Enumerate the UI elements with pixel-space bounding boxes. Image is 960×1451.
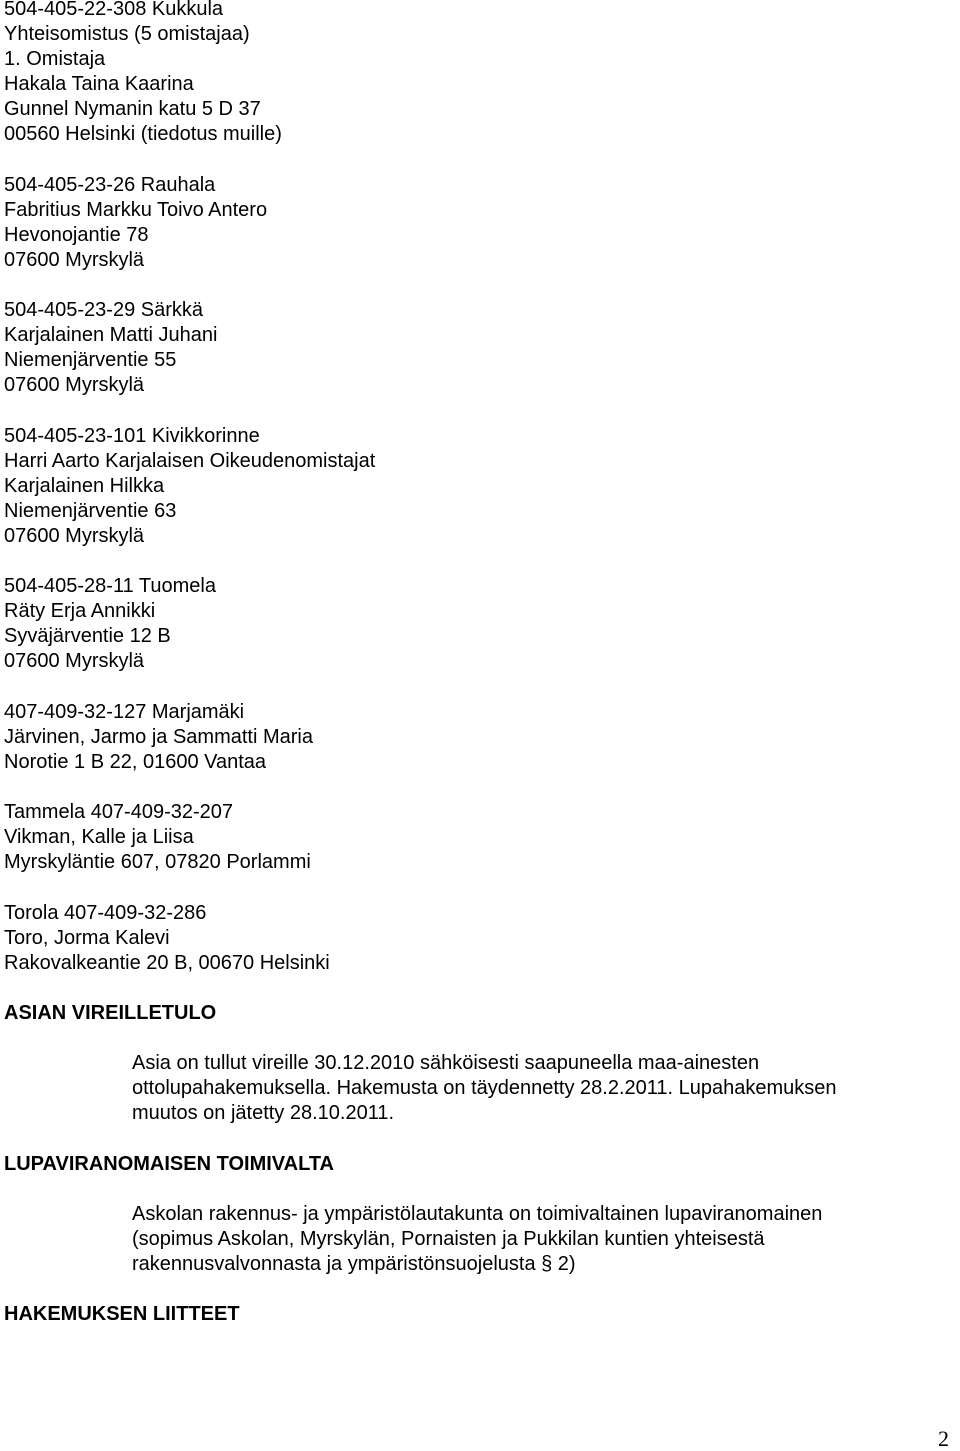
owner-line: Järvinen, Jarmo ja Sammatti Maria (4, 726, 313, 748)
owner-line: 504-405-23-26 Rauhala (4, 174, 216, 196)
owner-line: 07600 Myrskylä (4, 374, 145, 396)
owner-line: 07600 Myrskylä (4, 525, 145, 547)
owner-line: Torola 407-409-32-286 (4, 902, 207, 924)
page-number: 2 (938, 1426, 949, 1451)
owner-line: 504-405-23-101 Kivikkorinne (4, 425, 260, 447)
owner-line: 407-409-32-127 Marjamäki (4, 701, 245, 723)
section-heading-asian-vireilletulo: ASIAN VIREILLETULO (4, 1002, 217, 1024)
owner-line: 504-405-28-11 Tuomela (4, 575, 216, 597)
owner-line: Norotie 1 B 22, 01600 Vantaa (4, 751, 267, 773)
owner-line: Fabritius Markku Toivo Antero (4, 199, 268, 221)
owner-line: Niemenjärventie 55 (4, 349, 177, 371)
paragraph-line: (sopimus Askolan, Myrskylän, Pornaisten ja Pukkilan kuntien yhteisestä (132, 1228, 765, 1250)
owner-line: 07600 Myrskylä (4, 249, 145, 271)
paragraph-line: Asia on tullut vireille 30.12.2010 sähköisesti saapuneella maa-ainesten (132, 1052, 760, 1074)
owner-line: Gunnel Nymanin katu 5 D 37 (4, 98, 261, 120)
owner-line: Yhteisomistus (5 omistajaa) (4, 23, 250, 45)
owner-line: Räty Erja Annikki (4, 600, 156, 622)
owner-line: 00560 Helsinki (tiedotus muille) (4, 123, 282, 145)
owner-line: Myrskyläntie 607, 07820 Porlammi (4, 851, 311, 873)
owner-line: Vikman, Kalle ja Liisa (4, 826, 194, 848)
owner-line: Hakala Taina Kaarina (4, 73, 194, 95)
owner-line: 504-405-22-308 Kukkula (4, 0, 224, 20)
owner-line: 504-405-23-29 Särkkä (4, 299, 204, 321)
section-heading-lupaviranomaisen-toimivalta: LUPAVIRANOMAISEN TOIMIVALTA (4, 1153, 334, 1175)
owner-line: Harri Aarto Karjalaisen Oikeudenomistajat (4, 450, 376, 472)
paragraph-line: ottolupahakemuksella. Hakemusta on täydennetty 28.2.2011. Lupahakemuksen (132, 1077, 837, 1099)
owner-line: Niemenjärventie 63 (4, 500, 177, 522)
paragraph-line: muutos on jätetty 28.10.2011. (132, 1102, 395, 1124)
owner-line: Syväjärventie 12 B (4, 625, 171, 647)
owner-line: Toro, Jorma Kalevi (4, 927, 170, 949)
owner-line: Hevonojantie 78 (4, 224, 149, 246)
owner-line: Karjalainen Hilkka (4, 475, 165, 497)
owner-line: 1. Omistaja (4, 48, 106, 70)
paragraph-line: Askolan rakennus- ja ympäristölautakunta on toimivaltainen lupaviranomainen (132, 1203, 823, 1225)
owner-line: Tammela 407-409-32-207 (4, 801, 234, 823)
paragraph-line: rakennusvalvonnasta ja ympäristönsuojelusta § 2) (132, 1253, 576, 1275)
section-heading-hakemuksen-liitteet: HAKEMUKSEN LIITTEET (4, 1303, 240, 1325)
owner-line: 07600 Myrskylä (4, 650, 145, 672)
owner-line: Karjalainen Matti Juhani (4, 324, 218, 346)
owner-line: Rakovalkeantie 20 B, 00670 Helsinki (4, 952, 330, 974)
